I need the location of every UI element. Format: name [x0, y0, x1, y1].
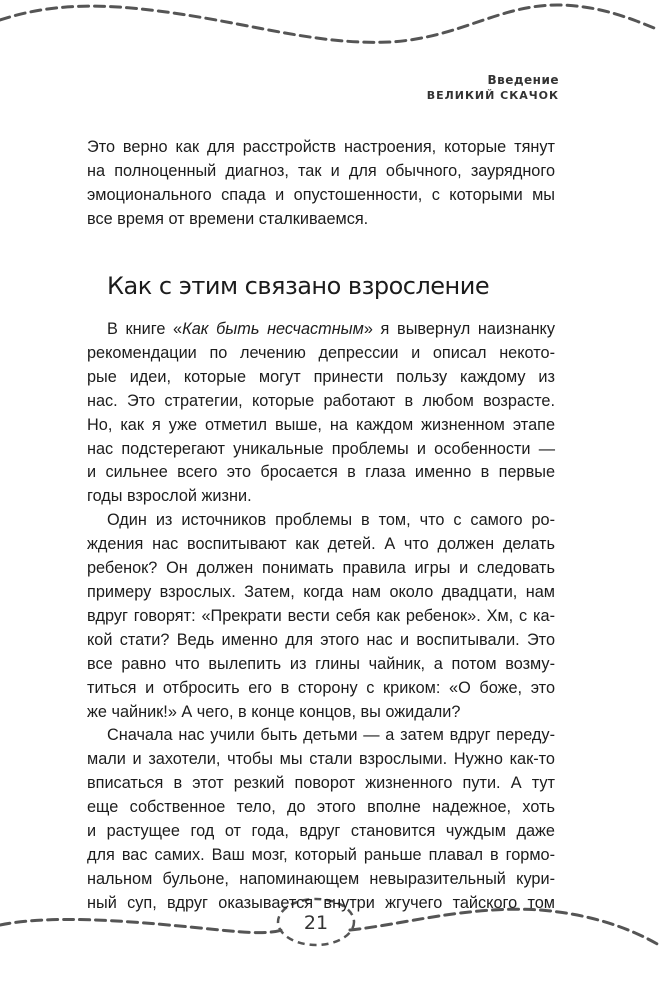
text-line	[87, 318, 555, 342]
section-body	[87, 318, 555, 916]
text-fragment: В книге «	[107, 320, 183, 338]
text-line: и растущее год от года, вдруг становится чуждым даже	[87, 822, 555, 841]
section-heading: Как с этим связано взросление	[107, 272, 490, 300]
text-line: Один из источников проблемы в том, что с самого ро-	[107, 511, 555, 530]
text-line: Сначала нас учили быть детьми — а затем вдруг переду-	[107, 726, 555, 745]
chapter-subtitle: ВЕЛИКИЙ СКАЧОК	[426, 89, 559, 102]
text-line: мали и захотели, чтобы мы стали взрослыми. Нужно как-то	[87, 750, 555, 769]
text-line: на полноценный диагноз, так и для обычного, заурядного	[87, 161, 555, 180]
text-line: примеру взрослых. Затем, когда нам около двадцати, нам	[87, 582, 555, 601]
text-line: титься и отбросить его в сторону с криком: «О боже, это	[87, 678, 555, 697]
intro-paragraph	[87, 136, 555, 232]
book-title: Как быть несчастным	[182, 320, 364, 338]
text-line: нас. Это стратегии, которые работают в любом возрасте.	[87, 391, 555, 410]
text-line: эмоционального спада и опустошенности, с которыми мы	[87, 185, 555, 204]
text-line: кой стати? Ведь именно для этого нас и воспитывали. Это	[87, 630, 555, 649]
text-fragment: » я вывернул наизнанку	[363, 320, 556, 338]
chapter-title: Введение	[487, 73, 559, 87]
text-line: ный суп, вдруг оказывается внутри жгучего тайского том	[87, 893, 555, 912]
text-line: рые идеи, которые могут принести пользу каждому из	[87, 367, 555, 386]
text-line: ждения нас воспитывают как детей. А что должен делать	[87, 535, 555, 554]
text-line: рекомендации по лечению депрессии и описал некото-	[87, 343, 555, 362]
text-line: еще собственное тело, до этого вполне надежное, хоть	[87, 798, 555, 817]
text-line: Но, как я уже отметил выше, на каждом жизненном этапе	[87, 415, 555, 434]
text-line: нас подстерегают уникальные проблемы и особенности —	[87, 439, 555, 458]
text-line: для вас самих. Ваш мозг, который раньше плавал в гормо-	[87, 845, 555, 864]
text-line: Это верно как для расстройств настроения, которые тянут	[87, 138, 555, 156]
page-number: 21	[303, 912, 329, 934]
text-line: вписаться в этот резкий поворот жизненного пути. А тут	[87, 774, 555, 793]
text-line: ребенок? Он должен понимать правила игры и следовать	[87, 559, 555, 578]
running-head	[427, 72, 559, 104]
text-line: же чайник!» А чего, в конце концов, вы ожидали?	[87, 702, 461, 721]
text-line: и сильнее всего это бросается в глаза именно в первые	[87, 463, 555, 482]
text-line: все равно что вылепить из глины чайник, а потом возму-	[87, 654, 555, 673]
text-line: вдруг говорят: «Прекрати вести себя как ребенок». Хм, с ка-	[87, 606, 555, 625]
text-line: все время от времени сталкиваемся.	[87, 209, 369, 228]
text-line: годы взрослой жизни.	[87, 487, 252, 506]
text-line: нальном бульоне, напоминающем невыразительный кури-	[87, 869, 555, 888]
